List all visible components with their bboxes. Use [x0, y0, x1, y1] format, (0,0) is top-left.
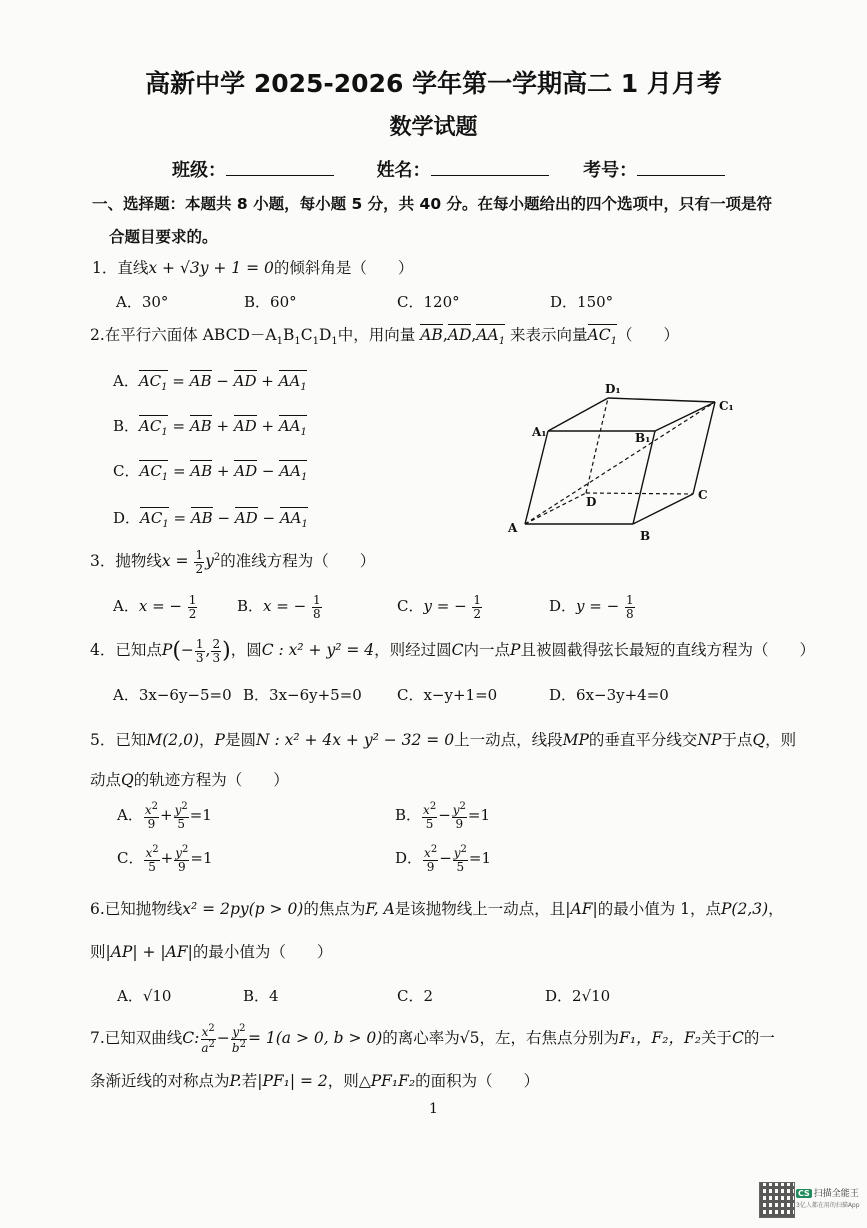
scanner-badge-icon: CS — [798, 1189, 810, 1198]
vertex-c1: C₁ — [719, 399, 734, 413]
q5-option-a[interactable]: A． $\frac{x^2}{9}$ + $\frac{y^2}{5}$ =1 — [117, 801, 212, 831]
q4-stem-f: 且被圆截得弦长最短的直线方程为（ ） — [520, 641, 815, 660]
q3-stem-b: 的准线方程为（ ） — [220, 552, 376, 571]
q2-option-c[interactable]: C．$AC_1$ = AB + AD − $AA_1$ — [113, 462, 308, 483]
q4-option-a[interactable]: A．3x−6y−5=0 — [113, 686, 232, 704]
q1-label: 1．直线 — [92, 259, 149, 277]
vertex-c: C — [698, 488, 708, 502]
edge-d1c1 — [608, 398, 715, 402]
q1-equation: x + √3y + 1 = 0 — [148, 259, 274, 277]
section-heading: 一、选择题：本题共 8 小题，每小题 5 分，共 40 分。在每小题给出的四个选项中，只有一项是符 — [92, 195, 773, 213]
edge-dd1-hidden — [586, 398, 608, 493]
name-blank[interactable] — [431, 155, 549, 176]
question-5-line2: 动点Q的轨迹方程为（ ） — [90, 771, 289, 789]
question-6-line1: 6.已知抛物线x² = 2py(p > 0)的焦点为F, A是该抛物线上一动点，且|AF|的最小值为 1，点P(2,3)， — [90, 900, 784, 918]
name-label: 姓名： — [376, 160, 431, 181]
q2-option-b[interactable]: B．$AC_1$ = AB + AD + $AA_1$ — [113, 417, 307, 438]
q4-option-c[interactable]: C．x−y+1=0 — [397, 686, 498, 704]
question-1 — [92, 256, 413, 278]
q3-option-d[interactable]: D．y = − $\frac{1}{8}$ — [549, 593, 634, 621]
q5-option-d[interactable]: D． $\frac{x^2}{9}$ − $\frac{y^2}{5}$ =1 — [395, 844, 492, 874]
exam-title: 高新中学 2025-2026 学年第一学期高二 1 月月考 — [145, 69, 722, 98]
edge-aa1 — [525, 431, 548, 524]
q2-stem-b: 中，用向量 — [337, 326, 416, 344]
vertex-a1: A₁ — [532, 425, 547, 439]
diagonal-ac1 — [525, 402, 715, 524]
q3-stem-a: 3．抛物线 — [90, 552, 162, 571]
edge-b1c1 — [655, 402, 715, 431]
q6-option-b[interactable]: B．4 — [243, 987, 279, 1005]
q4-option-b[interactable]: B．3x−6y+5=0 — [243, 686, 362, 704]
question-5-line1: 5．已知M(2,0)，P是圆N : x² + 4x + y² − 32 = 0上一动点，线段MP的垂直平分线交NP于点Q，则 — [90, 731, 797, 749]
q5-option-b[interactable]: B． $\frac{x^2}{5}$ − $\frac{y^2}{9}$ =1 — [395, 801, 491, 831]
vertex-b: B — [640, 529, 651, 543]
class-blank[interactable] — [226, 155, 334, 176]
q3-option-b[interactable]: B．x = − $\frac{1}{8}$ — [237, 593, 321, 621]
q1-option-b[interactable]: B．60° — [244, 293, 297, 311]
student-info-row — [172, 155, 725, 182]
edge-bc — [633, 494, 693, 524]
q6-option-d[interactable]: D．2√10 — [545, 987, 611, 1005]
vertex-a: A — [508, 521, 518, 535]
scanner-logo — [796, 1186, 859, 1199]
scanner-name: 扫描全能王 — [813, 1189, 859, 1199]
question-4: 4．已知点P(− $\frac{1}{3}$ , $\frac{2}{3}$ )，圆C : x² + y² = 4，则经过圆C内一点P且被圆截得弦长最短的直线方程为（ ） — [90, 637, 815, 665]
q5-option-c[interactable]: C． $\frac{x^2}{5}$ + $\frac{y^2}{9}$ =1 — [117, 844, 213, 874]
q4-stem-b: ，圆 — [230, 641, 262, 660]
page-number: 1 — [429, 1101, 438, 1117]
q4-option-d[interactable]: D．6x−3y+4=0 — [549, 686, 669, 704]
q2-stem-c: 来表示向量 — [510, 326, 588, 344]
edge-a1d1 — [548, 398, 608, 431]
q3-option-a[interactable]: A．x = − $\frac{1}{2}$ — [113, 593, 197, 621]
number-blank[interactable] — [637, 155, 725, 176]
q2-option-d[interactable]: D．$AC_1$ = AB − AD − $AA_1$ — [113, 509, 308, 530]
exam-subtitle: 数学试题 — [389, 115, 478, 140]
q2-stem-a: 2.在平行六面体 ABCD－A — [90, 326, 277, 344]
section-heading-cont: 合题目要求的。 — [109, 228, 218, 246]
question-6-line2: 则|AP| + |AF|的最小值为（ ） — [90, 943, 333, 961]
q1-tail: 的倾斜角是（ ） — [273, 259, 414, 277]
parallelepiped-figure — [490, 380, 750, 550]
q4-stem-e: 内一点 — [463, 641, 511, 660]
scanner-tagline: 3亿人都在用的扫描App — [796, 1202, 860, 1209]
question-2: 2.在平行六面体 $ABCD-A_1B_1C_1D_1$中，用向量 $AB,AD,AA_1$ 来表示向量$AC_1$（ ） — [90, 326, 679, 348]
q3-option-c[interactable]: C．y = − $\frac{1}{2}$ — [397, 593, 482, 621]
q1-option-c[interactable]: C．120° — [397, 293, 460, 311]
vertex-d: D — [586, 495, 597, 509]
qr-code-icon — [759, 1182, 795, 1218]
q2-option-a[interactable]: A．$AC_1$ = AB − AD + $AA_1$ — [113, 372, 307, 393]
q4-stem-a: 4．已知点 — [90, 641, 162, 660]
edge-cc1 — [693, 402, 715, 494]
vertex-d1: D₁ — [605, 382, 621, 396]
question-7-line1: 7.已知双曲线C: $\frac{x^2}{a^2}$ − $\frac{y^2}{b^2}$ = 1(a > 0, b > 0)的离心率为√5，左，右焦点分别为F₁，F₂，F₂关于C的一 — [90, 1023, 775, 1055]
q6-option-a[interactable]: A．√10 — [117, 987, 172, 1005]
question-7-line2: 条渐近线的对称点为P.若|PF₁| = 2，则△PF₁F₂的面积为（ ） — [90, 1072, 540, 1090]
q1-option-d[interactable]: D．150° — [550, 293, 614, 311]
vertex-b1: B₁ — [635, 431, 651, 445]
q4-circle-eq: C : x² + y² = 4 — [261, 641, 375, 660]
edge-ad-hidden — [525, 493, 586, 524]
q6-option-c[interactable]: C．2 — [397, 987, 434, 1005]
number-label: 考号： — [583, 160, 638, 181]
question-3: 3．抛物线x = $\frac{1}{2}$ $y^2$的准线方程为（ ） — [90, 548, 376, 576]
q1-option-a[interactable]: A．30° — [116, 293, 169, 311]
q2-stem-d: （ ） — [616, 326, 679, 344]
q4-stem-d: ，则经过圆 — [374, 641, 452, 660]
class-label: 班级： — [172, 160, 226, 181]
